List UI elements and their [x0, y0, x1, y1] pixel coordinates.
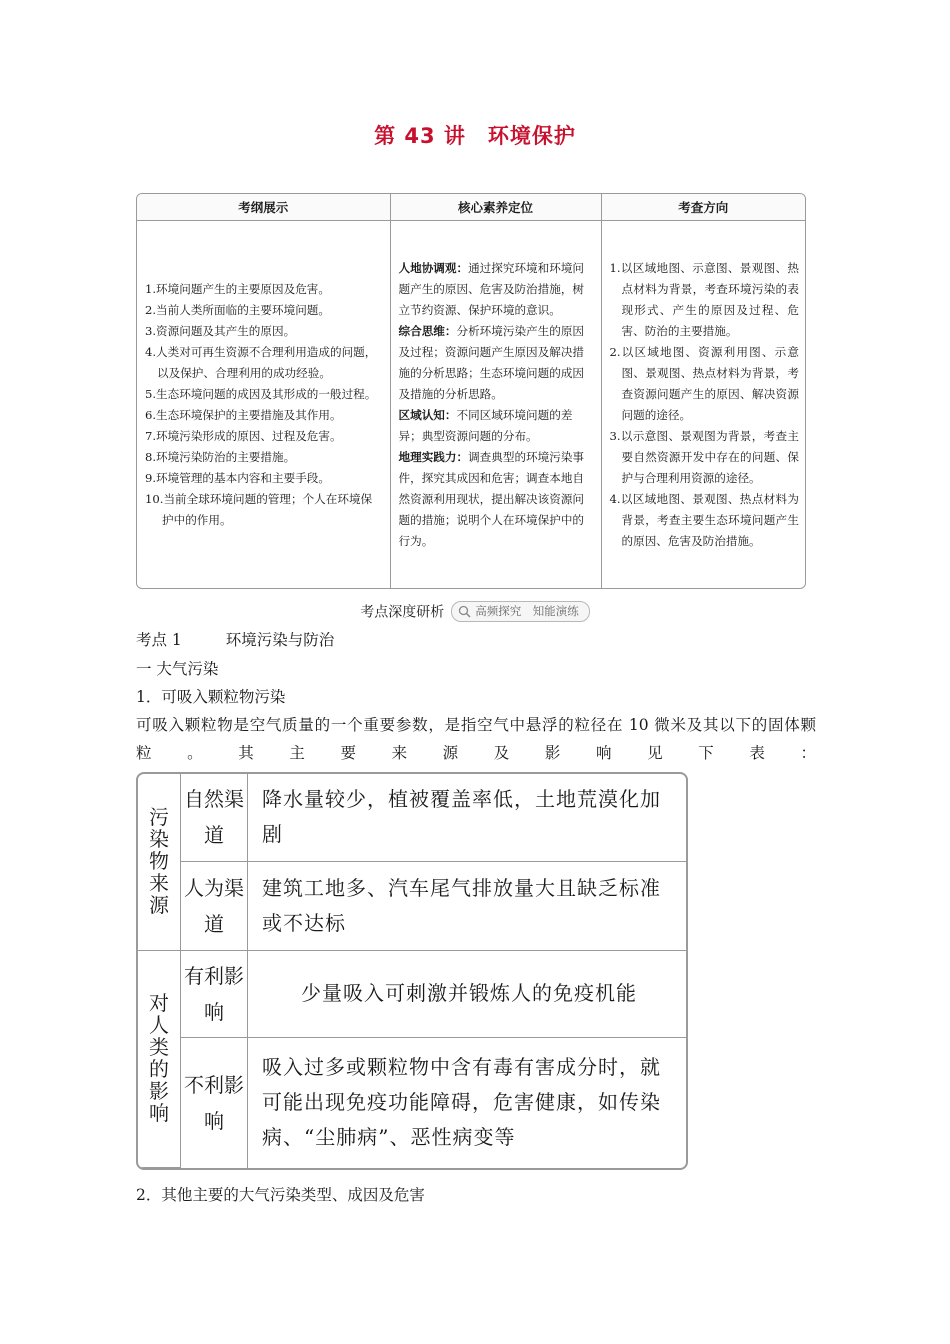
heading-particulate: 1．可吸入颗粒物污染 [136, 688, 286, 706]
competency-item [399, 258, 595, 321]
intro-paragraph: 可吸入颗粒物是空气质量的一个重要参数，是指空气中悬浮的粒径在 10 微米及其以下的固体颗粒。其主要来源及影响见下表： [136, 716, 816, 762]
sub-bad: 不利影响 [181, 1037, 248, 1168]
header-syllabus: 考纲展示 [137, 194, 390, 221]
competency-text: 调查典型的环境污染事件，探究其成因和危害；调查本地自然资源利用现状，提出解决该资源问题的措施；说明个人在环境保护中的行为。 [398, 449, 585, 548]
direction-item: 2.以区域地图、资源利用图、示意图、景观图、热点材料为背景，考查资源问题产生的原因、解决资源问题的途径。 [609, 344, 799, 422]
syllabus-cell [137, 221, 390, 589]
competency-label: 区域认知： [398, 407, 457, 422]
syllabus-item: 2.当前人类所面临的主要环境问题。 [145, 302, 330, 317]
desc-bad: 吸入过多或颗粒物中含有毒有害成分时，就可能出现免疫功能障碍，危害健康，如传染病、“尘肺病”、恶性病变等 [248, 1037, 687, 1168]
section-pill-text: 高频探究 知能演练 [475, 604, 579, 618]
direction-cell [601, 221, 805, 589]
header-direction: 考查方向 [601, 194, 805, 221]
lesson-topic: 环境保护 [487, 124, 576, 148]
next-heading: 2．其他主要的大气污染类型、成因及危害 [136, 1186, 425, 1204]
direction-item: 1.以区域地图、示意图、景观图、热点材料为背景，考查环境污染的表现形式、产生的原因及过程、危害、防治的主要措施。 [609, 260, 799, 338]
section-label: 考点深度研析 [360, 604, 445, 621]
header-competency: 核心素养定位 [390, 194, 601, 221]
direction-item: 3.以示意图、景观图为背景，考查主要自然资源开发中存在的问题、保护与合理利用资源的途径。 [609, 428, 799, 485]
syllabus-item: 7.环境污染形成的原因、过程及危害。 [145, 428, 342, 443]
page-title [0, 120, 950, 150]
search-icon [458, 605, 471, 618]
direction-list [610, 258, 800, 552]
competency-label: 地理实践力： [398, 449, 469, 464]
competency-item [399, 405, 595, 447]
competency-text: 分析环境污染产生的原因及过程；资源问题产生原因及解决措施的分析思路；生态环境问题的成因及措施的分析思路。 [398, 323, 585, 401]
competency-item [399, 321, 595, 405]
kaodian-label: 考点 1 [136, 631, 182, 649]
heading-air-pollution: 一 大气污染 [136, 660, 219, 678]
lesson-number: 第 43 讲 [374, 124, 466, 148]
category-effects: 对人类的影响 [138, 950, 181, 1168]
competency-label: 人地协调观： [398, 260, 469, 275]
competency-label: 综合思维： [398, 323, 457, 338]
syllabus-item: 6.生态环境保护的主要措施及其作用。 [145, 407, 342, 422]
syllabus-item: 3.资源问题及其产生的原因。 [145, 323, 296, 338]
syllabus-item: 9.环境管理的基本内容和主要手段。 [145, 470, 330, 485]
section-pill [451, 601, 590, 622]
particulate-table [136, 772, 688, 1170]
sub-good: 有利影响 [181, 950, 248, 1037]
sub-natural: 自然渠道 [181, 774, 248, 861]
desc-natural: 降水量较少，植被覆盖率低，土地荒漠化加剧 [248, 774, 687, 861]
competency-text: 不同区域环境问题的差异；典型资源问题的分布。 [398, 407, 573, 443]
direction-item: 4.以区域地图、景观图、热点材料为背景，考查主要生态环境问题产生的原因、危害及防治措施。 [609, 491, 799, 548]
syllabus-item: 8.环境污染防治的主要措施。 [145, 449, 296, 464]
syllabus-item: 5.生态环境问题的成因及其形成的一般过程。 [145, 386, 377, 401]
kaodian-heading [136, 628, 334, 650]
syllabus-overview-table [136, 193, 806, 589]
kaodian-title: 环境污染与防治 [225, 631, 335, 649]
competency-text: 通过探究环境和环境问题产生的原因、危害及防治措施，树立节约资源、保护环境的意识。 [398, 260, 585, 317]
syllabus-item: 10.当前全球环境问题的管理；个人在环境保护中的作用。 [145, 491, 373, 527]
competency-cell [390, 221, 601, 589]
category-sources: 污染物来源 [138, 774, 181, 950]
syllabus-item: 1.环境问题产生的主要原因及危害。 [145, 281, 330, 296]
section-banner [0, 601, 950, 622]
desc-human: 建筑工地多、汽车尾气排放量大且缺乏标准或不达标 [248, 861, 687, 950]
sub-human: 人为渠道 [181, 861, 248, 950]
syllabus-item: 4.人类对可再生资源不合理利用造成的问题，以及保护、合理利用的成功经验。 [145, 344, 377, 380]
syllabus-list [145, 279, 384, 531]
competency-item [399, 447, 595, 552]
desc-good: 少量吸入可刺激并锻炼人的免疫机能 [248, 950, 687, 1037]
